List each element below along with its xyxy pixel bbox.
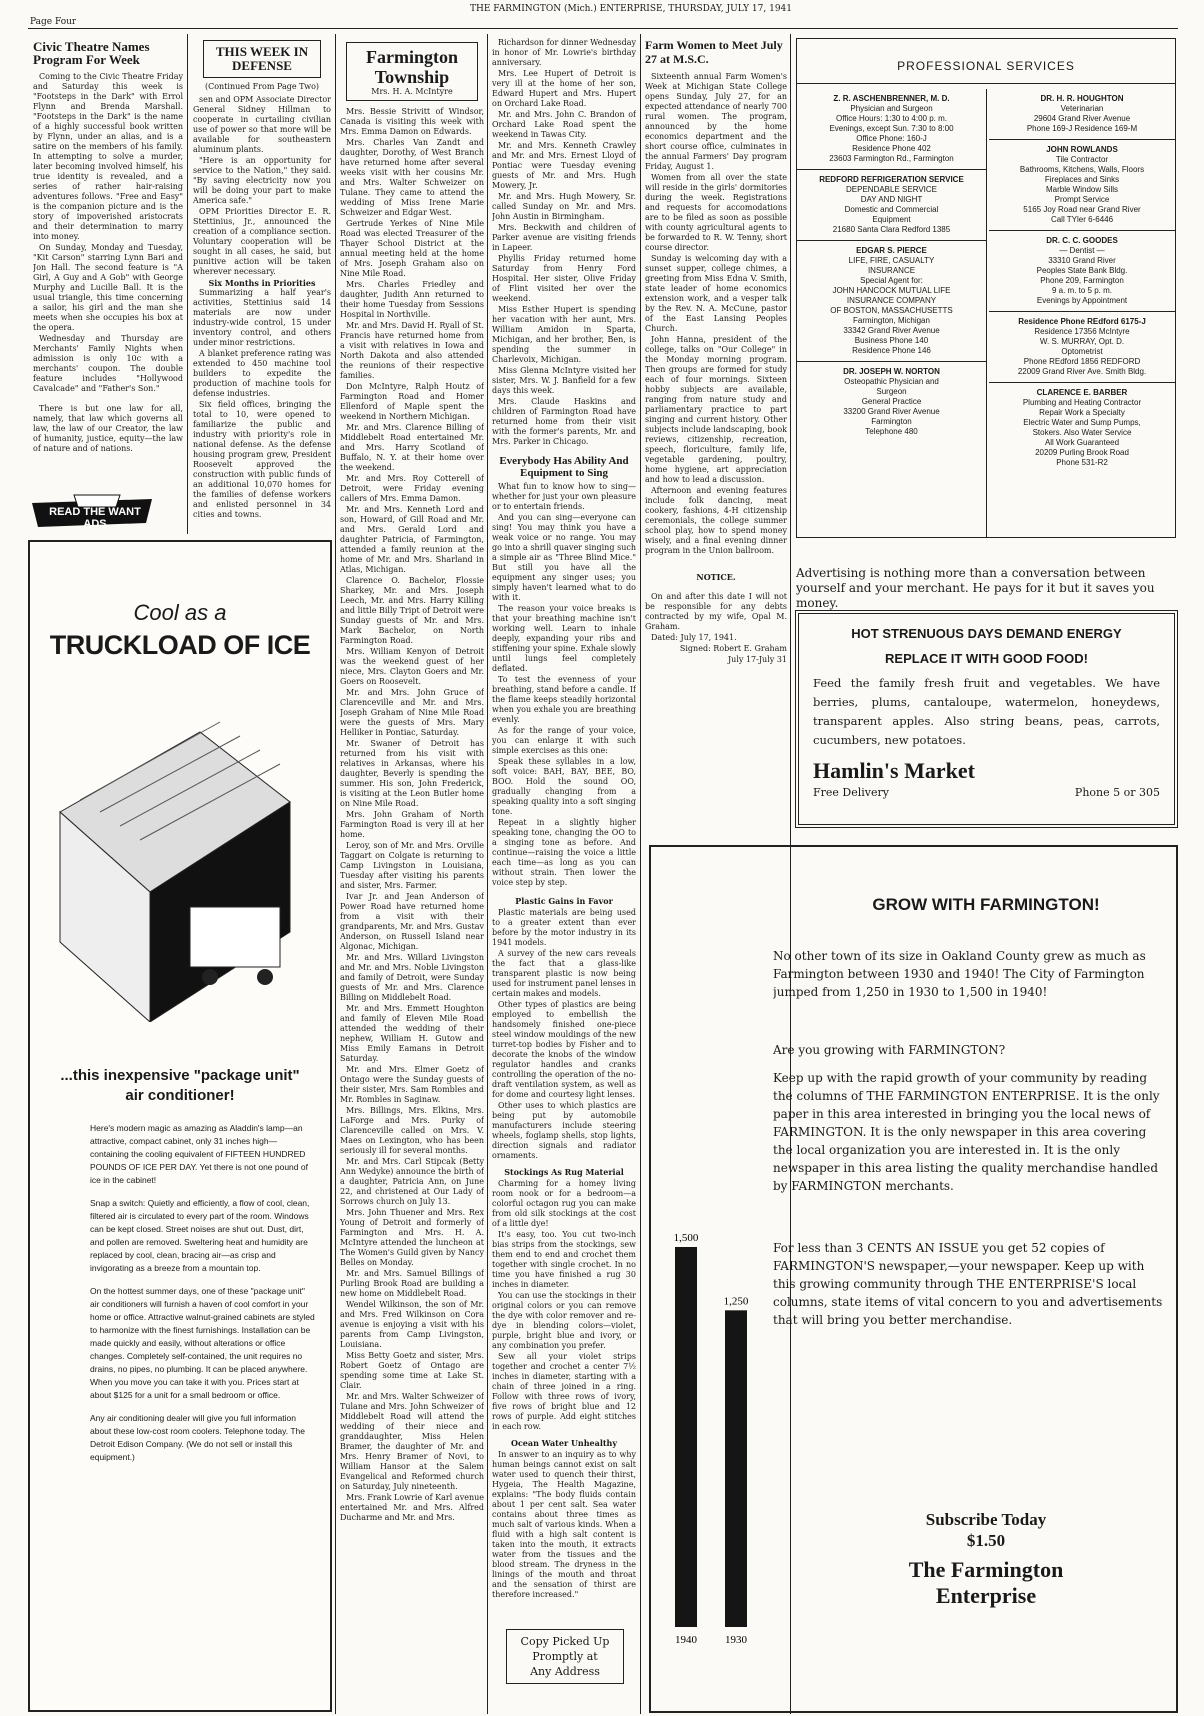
paragraph: Mrs. Lee Hupert of Detroit is very ill at the home of her son, Edward Hupert and Mrs. Hupert on Orchard Lake Road. [492,69,636,108]
business-card [797,170,986,241]
card-line: Business Phone 140 [854,336,929,345]
article-headline: THIS WEEK IN DEFENSE [215,44,309,73]
paragraph: A survey of the new cars reveals the fact that a glass-like transparent plastic is now being used for instrument panel lenses in certain makes and models. [492,949,636,998]
paragraph: In answer to an inquiry as to why human beings cannot exist on salt water used to quench their thirst, Hygeia, The Health Magazine, explains: "The body fluids contain about 1 per cent salt. Sea water contains about three times as much salt of various kinds. When a fluid with a high salt content is taken into the mouth, it extracts water from the tissues and the blood stream. The dryness in the linings of the mouth and throat and the sensation of thirst are therefore increased." [492,1450,636,1599]
market-name: Hamlin's Market [813,758,975,783]
paragraph: Sunday is welcoming day with a sunset supper, college chimes, a greeting from Miss Edna V. Smith, state leader of home economics extension work, and a vesper talk by the Rev. N. A. McCune, pastor of the East Lansing Peoples Church. [645,254,787,333]
copy-line: Promptly at [532,1650,598,1663]
card-line: Residence Phone 402 [852,144,931,153]
ad-footer [813,786,1160,799]
column-body [340,107,484,1523]
subscribe-paper: The Farmington [908,1557,1064,1582]
paragraph: And you can sing—everyone can sing! You may think you have a weak voice or no range. You may go into a shrill quaver singing such a simple air as "Three Blind Mice." But still you have all the equipment any singer uses; you simply haven't learned what to do with it. [492,513,636,602]
population-bar [725,1310,747,1627]
paragraph: OPM Priorities Director E. R. Stettinius, Jr., announced the creation of a compliance section. Voluntary cooperation will be sought in all cases, he said, but punitive action will be taken wherever necessary. [193,207,331,276]
ad-headline-small: Cool as a [133,600,227,625]
advertising-slogan: Advertising is nothing more than a conversation between yourself and your merchant. He pays for it but it saves you money. [796,566,1155,610]
ad-subhead: ...this inexpensive "package unit" [60,1067,300,1084]
subhead: Six Months in Priorities [208,278,316,288]
paragraph: Mrs. William Kenyon of Detroit was the weekend guest of her niece, Mrs. Clayton Goers and Mr. Goers on Roosevelt. [340,647,484,686]
article-body [492,908,636,1161]
card-line: LIFE, FIRE, CASUALTY [848,256,935,265]
card-line: Phone REdford 1856 REDFORD [1023,357,1141,366]
card-line: All Work Guaranteed [1044,438,1120,447]
card-line: Equipment [872,215,911,224]
air-conditioner-ad [28,540,332,1712]
card-line: Office Hours: 1:30 to 4:00 p. m. [835,114,948,123]
paragraph: Mr. and Mrs. Clarence Billing of Middlebelt Road entertained Mr. and Mrs. Harry Scotland of Buffalo, N. Y. at their home over the weekend. [340,423,484,472]
paragraph: Gertrude Yerkes of Nine Mile Road was elected Treasurer of the Thayer School District at the annual meeting held at the home of Mrs. Joseph Graham also on Nine Mile Road. [340,219,484,278]
paragraph: Snap a switch: Quietly and efficiently, a flow of cool, clean, filtered air is circulated to every part of the room. Windows can be kept closed. Street noises are shut out. Dust, dirt, and pollen are removed. Sweltering heat and humidity are replaced by cool, clean, bracing air—as crisp and invigorating as a breeze from a mountain top. [90,1198,310,1273]
card-line: DR. C. C. GOODES [1046,236,1118,245]
card-line: 33342 Grand River Avenue [843,326,940,335]
bar-year-label: 1930 [725,1634,747,1646]
masthead [0,0,1204,26]
business-card [797,89,986,170]
card-line: Stokers. Also Water Service [1032,428,1132,437]
subscribe-paper-2: Enterprise [935,1583,1037,1608]
card-line: DR. JOSEPH W. NORTON [843,367,940,376]
ad-body [90,1122,315,1464]
card-line: DAY AND NIGHT [860,195,923,204]
column-title: Farmington [366,47,458,67]
card-line: 23603 Farmington Rd., Farmington [829,154,954,163]
professional-services [796,38,1176,538]
paragraph: Mrs. John Thuener and Mrs. Rex Young of Detroit and formerly of Farmington and Mrs. H. A. McIntyre attended the luncheon at The Women's Guild given by Nancy Belles on Monday. [340,1208,484,1267]
paragraph: Other uses to which plastics are being put by automobile manufacturers include steering wheels, foglamp shells, stop lights, direction signals and radiator ornaments. [492,1101,636,1160]
paragraph: Mrs. Beckwith and children of Parker avenue are visiting friends in Lapeer. [492,223,636,252]
paragraph: Six field offices, bringing the total to 10, were opened to familiarize the public and industry with priority's role in national defense. As the defense housing program grew, President Roosevelt approved the construction with public funds of an additional 10,070 homes for the families of defense workers and enlisted personnel in 34 cities and towns. [193,400,331,519]
paragraph: Summarizing a half year's activities, Stettinius said 14 materials are now under industry-wide control, 15 under inventory control, and others under minor restrictions. [193,288,331,347]
paragraph: Mrs. Bessie Strivitt of Windsor, Canada is visiting this week with Mrs. Emma Damon on Edwards. [340,107,484,136]
card-line: Optometrist [1061,347,1103,356]
paragraph: Mrs. Billings, Mrs. Elkins, Mrs. LaForge and Mrs. Purky of Clarenceville called on Mrs. V. Maes on Lexington, who has been seriously ill for several months. [340,1106,484,1155]
paragraph: Mrs. John Graham of North Farmington Road is very ill at her home. [340,810,484,839]
paragraph: For less than 3 CENTS AN ISSUE you get 52 copies of FARMINGTON'S newspaper,—your newspaper. Keep up with this growing community through THE ENTERPRISE'S local columns, state items of vital concern to you and advertisements that will bring you better merchandise. [773,1241,1163,1327]
card-line: Prompt Service [1054,195,1110,204]
subscribe-line: Subscribe Today [925,1510,1047,1529]
defense-headline-box [203,40,321,78]
card-line: Office Phone: 160-J [856,134,927,143]
card-line: Evenings by Appointment [1036,296,1128,305]
paragraph: Mr. and Mrs. Roy Cotterell of Detroit, were Friday evening callers of Mrs. Emma Damon. [340,474,484,503]
byline: Mrs. H. A. McIntyre [371,87,453,96]
card-line: DR. H. R. HOUGHTON [1040,94,1124,103]
card-line: Marble Window Sills [1045,185,1119,194]
article-headline: Stockings As Rug Material [504,1167,624,1177]
paragraph: As for the range of your voice, you can enlarge it with such simple exercises as this one: [492,726,636,755]
card-line: Call TYler 6-6446 [1050,215,1114,224]
card-line: Phone 209, Farmington [1040,276,1124,285]
paragraph: Mrs. Frank Lowrie of Karl avenue entertained Mr. and Mrs. Alfred Ducharme and Mr. and Mrs. [340,1493,484,1522]
article-headline: Farm Women to Meet July 27 at M.S.C. [645,38,783,66]
farm-women-article [645,38,787,818]
ad-headline-large: TRUCKLOAD OF ICE [49,630,311,660]
paragraph: sen and OPM Associate Director General Sidney Hillman to cooperate in curtailing civilian use of power so that more will be available for southeastern aluminum plants. [193,95,331,154]
card-line: Domestic and Commercial [844,205,939,214]
paragraph: You can use the stockings in their original colors or you can remove the dye with color remover and re-dye in blending colors—violet, purple, bright blue and ivory, or any combination you prefer. [492,1291,636,1350]
paragraph: Miss Betty Goetz and sister, Mrs. Robert Goetz of Ontago are spending some time at Lake St. Clair. [340,1351,484,1390]
ad-subhead-2: air conditioner! [125,1087,235,1104]
paragraph: Leroy, son of Mr. and Mrs. Orville Taggart on Colgate is returning to Camp Livingston in Louisiana, Tuesday after visiting his parents and sister, Mrs. Farmer. [340,841,484,890]
paragraph: Afternoon and evening features include folk dancing, meat cookery, fashions, 4-H citizenship ceremonials, the college summer school play, how to spend money wisely, and a final evening dinner program in the Union ballroom. [645,486,787,555]
want-ads-text: READ THE WANT ADS [49,506,141,530]
paragraph: Speak these syllables in a low, soft voice: BAH, BAY, BEE, BO, BOO. Hold the sound OO, gradually changing from a speaking quality into a soft singing tone. [492,757,636,816]
card-line: Veterinarian [1060,104,1104,113]
hamlins-market-ad [795,610,1178,828]
card-line: 33200 Grand River Avenue [843,407,940,416]
want-ads-badge [28,493,156,533]
this-week-in-defense [193,40,331,521]
paragraph: John Hanna, president of the college, talks on "Our College" in the Monday morning program. Then groups are formed for study each of four mornings. Sixteen hobby subjects are available, ranging from nature study and parliamentary practice to part singing and current history. Other subjects include landscaping, book reviews, citizenship, recreation, speech, floriculture, family life, vegetable gardening, poultry, home hygiene, art appreciation and how to lead a discussion. [645,335,787,484]
card-line: Special Agent for: [860,276,923,285]
paragraph: Keep up with the rapid growth of your community by reading the columns of THE FARMINGTON ENTERPRISE. It is the only paper in this area interested in bringing you the local news of FARMINGTON. It is the only newspaper in this area covering the local organization you are interested in. It is the only newspaper in this area listing the quality merchandise handled by FARMINGTON merchants. [773,1071,1160,1193]
card-line: JOHN HANCOCK MUTUAL LIFE [832,286,951,295]
paragraph: Mr. and Mrs. Walter Schweizer of Tulane and Mrs. John Schweizer of Middlebelt Road will attend the wedding of their niece and granddaughter, Miss Helen Bramer, the daughter of Mr. and Mrs. Henry Bramer of Novi, to William Hansor at the Salem Evangelical and Reformed church on Saturday, July nineteenth. [340,1392,484,1491]
card-line: Evenings, except Sun. 7:30 to 8:00 [829,124,954,133]
page-number: Page Four [30,17,77,27]
paragraph: Mr. and Mrs. Kenneth Lord and son, Howard, of Gill Road and Mr. and Mrs. Gerald Lord and daughter Patricia, of Farmington, attended a family reunion at the home of Mr. and Mrs. Sharland in Atlas, Michigan. [340,505,484,574]
paragraph: Phyllis Friday returned home Saturday from Henry Ford Hospital. Her sister, Olive Friday of Flint visited her over the weekend. [492,254,636,303]
card-line: Z. R. ASCHENBRENNER, M. D. [833,94,950,103]
card-line: Tile Contractor [1055,155,1109,164]
paragraph: Richardson for dinner Wednesday in honor of Mr. Lowrie's birthday anniversary. [492,38,636,67]
business-card [989,140,1175,231]
business-card [989,312,1175,383]
paragraph: "Here is an opportunity for service to the Nation," they said. "By saving electricity now you will be doing your part to make America safe." [193,156,331,205]
farmington-township-column [340,38,484,1714]
paragraph: Mr. and Mrs. David H. Ryall of St. Francis have returned home from a visit with relatives in Iowa and North Dakota and also attended the reunions of their respective families. [340,321,484,380]
paragraph: Wednesday and Thursday are Merchants' Family Nights when admission is only 10c with a merchants' coupon. The double feature includes "Hollywood Cavalcade" and "Father's Son." [33,334,183,393]
bar-value-label: 1,250 [723,1295,749,1308]
card-line: W. S. MURRAY, Opt. D. [1039,337,1125,346]
business-card [797,241,986,362]
paragraph: On Sunday, Monday and Tuesday, "Kit Carson" starring Lynn Bari and Jon Hall. The second feature is "A Girl, A Guy and A Gob" with George Murphy and Lucille Ball. It is the usual triangle, this time concerning a sailor, his girl and the man she meets when she occupies his box at the opera. [33,243,183,332]
article-body [492,1179,636,1432]
notice-title: NOTICE. [696,572,736,582]
paragraph: Mr. and Mrs. Samuel Billings of Purling Brook Road are building a new home on Middlebelt Road. [340,1269,484,1298]
paragraph: Mrs. Charles Van Zandt and daughter, Dorothy, of West Branch have returned home after several weeks visit with her cousins Mr. and Mrs. Walter Schweizer on Tulane. They came to attend the wedding of Miss Irene Marie Schweizer and Edgar West. [340,138,484,217]
business-card [989,89,1175,140]
article-body [492,1450,636,1600]
card-line: Osteopathic Physician and [844,377,939,386]
air-conditioner-illustration-icon [50,692,320,1022]
paragraph: Sixteenth annual Farm Women's Week at Michigan State College opens Sunday, July 27, for an expected attendance of nearly 700 rural women. The program, announced by the home economics department and the short course office, culminates in the annual Farmers' Day program Friday, August 1. [645,72,787,171]
card-line: General Practice [861,397,922,406]
paragraph: Mr. and Mrs. Kenneth Crawley and Mr. and Mrs. Ernest Lloyd of Pontiac were Tuesday evening guests of Mr. and Mrs. Hugh Mowery, Jr. [492,141,636,190]
ad-body: Feed the family fresh fruit and vegetables. We have berries, plums, cantaloupe, watermelon, honeydews, transparent apples. Also string beans, peas, carrots, cucumbers, new potatoes. [813,676,1160,747]
card-line: JOHN ROWLANDS [1046,145,1118,154]
paragraph: Ivar Jr. and Jean Anderson of Power Road have returned home from a visit with their grandparents, Mr. and Mrs. Gustav Anderson, on Russell Island near Algonac, Michigan. [340,892,484,951]
paragraph: Mr. and Mrs. Emmett Houghton and family of Eleven Mile Road attended the wedding of their nephew, William H. Gutow and Miss Emily Eamans in Detroit Saturday. [340,1004,484,1063]
paragraph: Mr. and Mrs. Willard Livingston and Mr. and Mrs. Noble Livingston and family of Detroit, were Sunday guests of Mr. and Mrs. Clarence Billing on Middlebelt Road. [340,953,484,1002]
paragraph: Repeat in a slightly higher speaking tone, changing the OO to a singing tone as before. And continue—raising the voice a little each time—as long as you can without strain. Then lower the voice step by step. [492,818,636,887]
card-line: CLARENCE E. BARBER [1036,388,1128,397]
continued-note: (Continued From Page Two) [204,82,320,91]
card-line: Peoples State Bank Bldg. [1036,266,1128,275]
article-body [645,72,787,556]
subscribe-price: $1.50 [966,1531,1006,1550]
paragraph: Mrs. Claude Haskins and children of Farmington Road have returned home from their visit with the former's parents, Mr. and Mrs. Parker in Chicago. [492,397,636,446]
bar-value-label: 1,500 [673,1232,699,1244]
article-headline: Plastic Gains in Favor [515,896,613,906]
paragraph: A blanket preference rating was extended to 450 machine tool builders to expedite the production of machine tools for defense industries. [193,349,331,398]
paragraph: There is but one law for all, namely, that law which governs all law, the law of our Creator, the law of humanity, justice, equity—the law of nature and of nations. [33,404,183,453]
civic-theatre-article [33,40,183,455]
copy-line: Any Address [530,1665,600,1678]
card-line: Repair Work a Specialty [1039,408,1125,417]
paragraph: Don McIntyre, Ralph Houtz of Farmington Road and Homer Ellenford of Maple spent the weekend in Northern Michigan. [340,382,484,421]
paragraph: Any air conditioning dealer will give you full information about these low-cost room coolers. Telephone today. The Detroit Edison Company. (We do not sell or install this equipment.) [90,1413,305,1462]
phone-note: Phone 5 or 305 [1074,786,1160,799]
card-line: REDFORD REFRIGERATION SERVICE [819,175,964,184]
notice-dated: Dated: July 17, 1941. [651,633,737,642]
paragraph: Miss Glenna McIntyre visited her sister, Mrs. W. J. Banfield for a few days this week. [492,366,636,395]
paragraph: Mr. Swaner of Detroit has returned from his visit with relatives in Arkansas, where his daughter, Beverly is spending the summer. His son, John Frederick, is visiting at the Leon Butler home on Nine Mile Road. [340,739,484,808]
paragraph: To test the evenness of your breathing, stand before a candle. If the flame keeps steadily horizontal when you exhale you are breathing evenly. [492,675,636,724]
card-line: 21680 Santa Clara Redford 1385 [832,225,951,234]
card-line: INSURANCE [867,266,916,275]
delivery-note: Free Delivery [813,786,889,799]
article-headline: Everybody Has Ability And Equipment to Sing [499,455,629,479]
card-line: Plumbing and Heating Contractor [1022,398,1142,407]
card-line: OF BOSTON, MASSACHUSETTS [830,306,953,315]
card-line: Telephone 480 [865,427,918,436]
paragraph: Charming for a homey living room nook or for a bedroom—a colorful octagon rug you can make from old silk stockings at the cost of a little dye! [492,1179,636,1228]
business-card [989,383,1175,473]
population-bar [675,1247,697,1627]
ad-headline-2: REPLACE IT WITH GOOD FOOD! [885,651,1088,666]
card-line: Physician and Surgeon [850,104,933,113]
card-line: 20209 Purling Brook Road [1035,448,1129,457]
card-line: Residence Phone REdford 6175-J [1018,317,1146,326]
copy-line: Copy Picked Up [520,1635,610,1648]
card-line: Phone 169-J Residence 169-M [1026,124,1138,133]
paragraph: Here's modern magic as amazing as Aladdin's lamp—an attractive, compact cabinet, only 31 inches high—containing the cooling equivalent of FIFTEEN HUNDRED POUNDS OF ICE PER DAY. Yet there is not one pound of ice in the cabinet! [90,1123,308,1185]
paragraph: Sew all your violet strips together and crochet a center 7½ inches in diameter, starting with a chain of three joined in a ring. Follow with three rows of ivory, five rows of bright blue and 12 rows of purple. Add eight stitches in each row. [492,1352,636,1431]
services-right-column [989,89,1175,537]
copy-pickup-box [506,1629,624,1684]
card-line: Fireplaces and Sinks [1044,175,1120,184]
notice-body: On and after this date I will not be responsible for any debts contracted by my wife, Opal M. Graham. [645,592,787,631]
paragraph: Plastic materials are being used to a greater extent than ever before by the motor industry in its 1941 models. [492,908,636,947]
card-line: Residence 17356 McIntyre [1034,327,1130,336]
paragraph: The reason your voice breaks is that your breathing machine isn't working well. Learn to inhale deeply, expanding your ribs and stiffening your spine. Exhale slowly until lungs feel completely deflated. [492,604,636,673]
card-line: Farmington [871,417,912,426]
ad-body [773,947,1168,1329]
paragraph: Clarence O. Bachelor, Flossie Sharkey, Mr. and Mrs. Joseph Leech, Mr. and Mrs. Harry Killing and little Billy Tript of Detroit were Sunday guests of Mr. and Mrs. Mark Bachelor, on North Farmington Road. [340,576,484,645]
business-card [797,362,986,442]
card-line: EDGAR S. PIERCE [856,246,927,255]
notice-signed-date: July 17-July 31 [727,655,787,664]
ad-headline: HOT STRENUOUS DAYS DEMAND ENERGY [851,626,1122,641]
ad-headline: GROW WITH FARMINGTON! [872,895,1100,914]
card-line: 33310 Grand River [1048,256,1116,265]
card-line: 9 a. m. to 5 p. m. [1051,286,1113,295]
services-left-column [797,89,987,537]
card-line: Phone 531-R2 [1056,458,1108,467]
bar-year-label: 1940 [675,1634,697,1646]
notice-signed: Signed: Robert E. Graham [679,644,787,653]
article-headline: Civic Theatre Names Program For Week [33,40,150,67]
paragraph: Mr. and Mrs. John Gruce of Clarenceville and Mr. and Mrs. Joseph Graham of Nine Mile Road were the guests of Mrs. Mary Helliker in Pontiac, Saturday. [340,688,484,737]
column-four [492,38,636,1714]
business-card [989,231,1175,312]
card-line: 29604 Grand River Avenue [1033,114,1131,123]
card-line: Electric Water and Sump Pumps, [1023,418,1141,427]
paragraph: Wendel Wilkinson, the son of Mr. and Mrs. Fred Wilkinson on Cora avenue is enjoying a visit with his parents from Camp Livingston, Louisiana. [340,1300,484,1349]
paragraph: Are you growing with FARMINGTON? [773,1043,1006,1057]
article-body [492,482,636,888]
card-line: — Dentist — [1059,246,1105,255]
column-title-2: Township [374,67,450,87]
paragraph: On the hottest summer days, one of these "package unit" air conditioners will furnish a haven of cool comfort in your home or office. Attractive walnut-grained cabinets are styled to harmonize with the finest furnishings. Installation can be made quickly and easily, without alterations or office changes. Completely self-contained, the unit requires no drains, no pipes, no plumbing. It can be placed anywhere. When you move you can take it with you. Prices start at about $125 for a unit for a small bedroom or office. [90,1286,315,1400]
card-line: INSURANCE COMPANY [846,296,937,305]
column-header-box [346,42,478,101]
paragraph: Mr. and Mrs. John C. Brandon of Orchard Lake Road spent the weekend in Tawas City. [492,110,636,139]
card-line: DEPENDABLE SERVICE [846,185,937,194]
paragraph: Mr. and Mrs. Hugh Mowery, Sr. called Sunday on Mr. and Mrs. John Austin in Birmingham. [492,192,636,221]
card-line: 22009 Grand River Ave. Smith Bldg. [1017,367,1147,376]
paper-title: THE FARMINGTON (Mich.) ENTERPRISE, THURSDAY, JULY 17, 1941 [470,4,792,14]
paragraph: Miss Esther Hupert is spending her vacation with her aunt, Mrs. William Amidon in Sparta, Michigan, and her brother, Ben, is spending the summer in Charlevoix, Michigan. [492,305,636,364]
paragraph: What fun to know how to sing—whether for just your own pleasure or to entertain friends. [492,482,636,511]
article-headline: Ocean Water Unhealthy [510,1438,618,1448]
card-line: Surgeon [876,387,907,396]
card-line: 5165 Joy Road near Grand River [1023,205,1141,214]
paragraph: It's easy, too. You cut two-inch bias strips from the stockings, sew them end to end and crochet them together with single crochet. In no time you have finished a rug 30 inches in diameter. [492,1230,636,1289]
card-line: Bathrooms, Kitchens, Walls, Floors [1019,165,1145,174]
grow-with-farmington-ad [649,845,1178,1713]
paragraph: Women from all over the state will reside in the girls' dormitories during the week. Registrations and requests for accomodations are to be filed as soon as possible with county agricultural agents to be forwarded to R. W. Tenny, short course director. [645,173,787,252]
section-title: PROFESSIONAL SERVICES [797,39,1175,84]
paragraph: Other types of plastics are being employed to embellish the handsomely finished one-piece steel window mouldings of the new turret-top bodies by Fisher and to decorate the knobs of the window regulator handles and cranks controlling the operation of the no-draft ventilation system, as well as for dome and courtesy light lenses. [492,1000,636,1099]
paragraph: No other town of its size in Oakland County grew as much as Farmington between 1930 and 1940! The City of Farmington jumped from 1,250 in 1930 to 1,500 in 1940! [773,949,1146,999]
paragraph: Coming to the Civic Theatre Friday and Saturday this week is "Footsteps in the Dark" with Errol Flynn and Brenda Marshall. "Footsteps in the Dark" is the name of a highly successful book written by Flynn, under an alias, and is a satire on the members of his family. In attempting to solve a murder, later becoming involved himself, his true identity is revealed, and a series of rather hair-raising adventures follows. "Free and Easy" is the companion picture and is the story of impoverished aristocrats and their determination to marry into money. [33,72,183,241]
paragraph: Mr. and Mrs. Carl Stipcak (Betty Ann Wedyke) announce the birth of a daughter, Patricia Ann, on June 22, and christened at Our Lady of Sorrows church on July 13. [340,1157,484,1206]
paragraph: Mrs. Charles Friedley and daughter, Judith Ann returned to their home Tuesday from Sessions Hospital in Northville. [340,280,484,319]
paragraph: Mr. and Mrs. Elmer Goetz of Ontago were the Sunday guests of their sister, Mrs. Sam Rombles and Mr. Rombles in Saginaw. [340,1065,484,1104]
column-body [492,38,636,447]
card-line: Farmington, Michigan [853,316,930,325]
population-bar-chart [665,1177,785,1647]
card-line: Residence Phone 146 [852,346,931,355]
